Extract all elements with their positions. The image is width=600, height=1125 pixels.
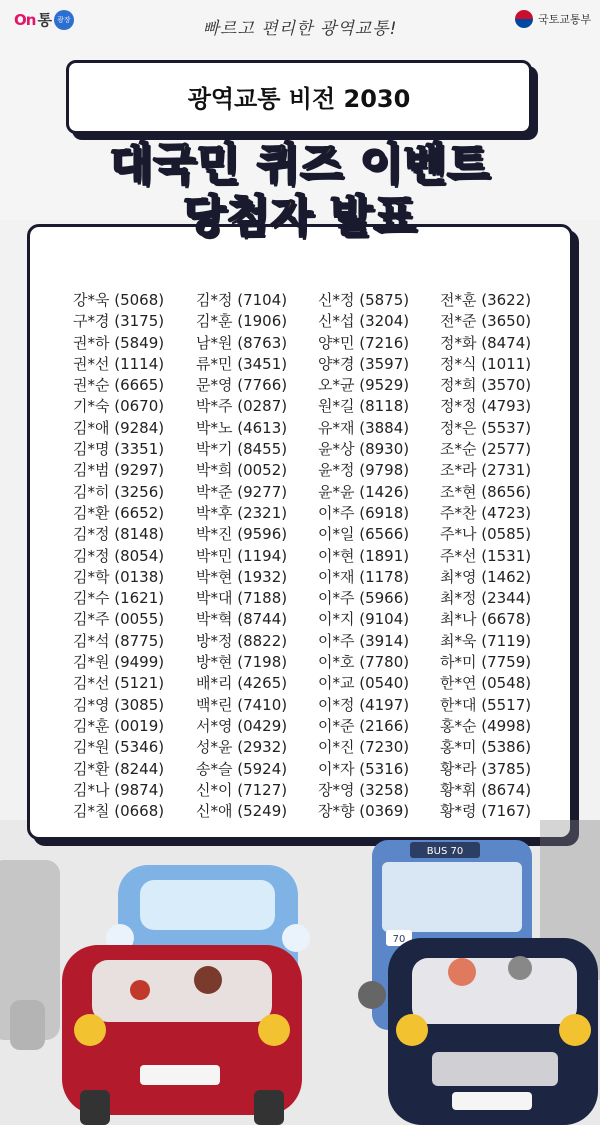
taegeuk-icon (515, 10, 533, 28)
winner-entry: 홍*순 (4998) (440, 716, 532, 735)
winner-entry: 박*기 (8455) (196, 440, 288, 459)
winner-entry: 백*린 (7410) (196, 695, 288, 714)
winner-entry: 박*희 (0052) (196, 461, 288, 480)
red-car (62, 945, 302, 1125)
winner-entry: 양*민 (7216) (318, 333, 410, 352)
winners-column-4 (440, 290, 560, 822)
winner-entry: 황*휘 (8674) (440, 780, 532, 799)
winner-entry: 유*재 (3884) (318, 418, 410, 437)
navy-car (388, 938, 598, 1125)
winner-entry: 홍*미 (5386) (440, 738, 532, 757)
winner-entry: 주*찬 (4723) (440, 503, 532, 522)
winner-entry: 황*령 (7167) (440, 802, 532, 821)
winner-entry: 최*영 (1462) (440, 567, 532, 586)
winner-entry: 이*현 (1891) (318, 546, 410, 565)
winner-entry: 전*훈 (3622) (440, 291, 532, 309)
winner-entry: 배*리 (4265) (196, 674, 288, 693)
winner-entry: 전*준 (3650) (440, 312, 532, 331)
winner-entry: 남*원 (8763) (196, 333, 288, 352)
winner-entry: 김*정 (8054) (73, 546, 165, 565)
winner-entry: 정*화 (8474) (440, 333, 532, 352)
winner-entry: 이*진 (7230) (318, 738, 410, 757)
winner-entry: 조*순 (2577) (440, 440, 532, 459)
winner-entry: 박*주 (0287) (196, 397, 288, 416)
winner-entry: 김*범 (9297) (73, 461, 165, 480)
winner-entry: 김*수 (1621) (73, 589, 165, 608)
bus-number: 70 (392, 934, 406, 945)
winner-entry: 이*재 (1178) (318, 567, 410, 586)
winner-entry: 방*현 (7198) (196, 653, 288, 672)
winner-entry: 정*희 (3570) (440, 376, 532, 395)
headline-line1: 대국민 퀴즈 이벤트 (109, 139, 491, 190)
winner-entry: 이*정 (4197) (318, 695, 410, 714)
winner-entry: 기*숙 (0670) (73, 397, 165, 416)
winner-entry: 방*정 (8822) (196, 631, 288, 650)
winner-entry: 박*준 (9277) (196, 482, 288, 501)
winner-entry: 김*선 (5121) (73, 674, 165, 693)
winner-entry: 장*향 (0369) (318, 802, 410, 821)
winner-entry: 김*정 (7104) (196, 291, 288, 309)
winner-entry: 조*현 (8656) (440, 482, 532, 501)
winner-entry: 김*주 (0055) (73, 610, 165, 629)
page-title: 광역교통 비전 2030 (187, 85, 411, 113)
winner-entry: 최*정 (2344) (440, 589, 532, 608)
winner-entry: 이*호 (7780) (318, 653, 410, 672)
winner-entry: 신*이 (7127) (196, 780, 288, 799)
winner-entry: 신*정 (5875) (318, 291, 410, 309)
winner-entry: 최*욱 (7119) (440, 631, 532, 650)
winner-entry: 박*노 (4613) (196, 418, 288, 437)
logo-on-text: On (14, 10, 36, 29)
winner-entry: 김*칠 (0668) (73, 802, 165, 821)
winner-entry: 이*주 (3914) (318, 631, 410, 650)
winner-entry: 권*선 (1114) (73, 354, 165, 373)
winner-entry: 서*영 (0429) (196, 716, 288, 735)
winners-list-box (27, 224, 573, 840)
winner-entry: 김*원 (9499) (73, 653, 165, 672)
winner-entry: 신*섭 (3204) (318, 312, 410, 331)
winner-entry: 박*혁 (8744) (196, 610, 288, 629)
winner-entry: 김*정 (8148) (73, 525, 165, 544)
winner-entry: 김*원 (5346) (73, 738, 165, 757)
winner-entry: 박*민 (1194) (196, 546, 288, 565)
winner-entry: 김*나 (9874) (73, 780, 165, 799)
winner-entry: 김*명 (3351) (73, 440, 165, 459)
ministry-name: 국토교통부 (538, 13, 592, 26)
winner-entry: 양*경 (3597) (318, 354, 410, 373)
winner-entry: 김*석 (8775) (73, 631, 165, 650)
logo-badge-icon: 광장 (54, 10, 74, 30)
winner-entry: 박*대 (7188) (196, 589, 288, 608)
winner-entry: 정*은 (5537) (440, 418, 532, 437)
winner-entry: 구*경 (3175) (73, 312, 165, 331)
winner-entry: 류*민 (3451) (196, 354, 288, 373)
winner-entry: 주*선 (1531) (440, 546, 532, 565)
winners-column-1 (73, 290, 193, 822)
headline-line2: 당첨자 발표 (183, 191, 417, 242)
winner-entry: 김*학 (0138) (73, 567, 165, 586)
winner-entry: 황*라 (3785) (440, 759, 532, 778)
winner-entry: 윤*정 (9798) (318, 461, 410, 480)
winner-entry: 김*환 (8244) (73, 759, 165, 778)
winner-entry: 윤*상 (8930) (318, 440, 410, 459)
winner-entry: 문*영 (7766) (196, 376, 288, 395)
winner-entry: 김*영 (3085) (73, 695, 165, 714)
ministry-logo (515, 10, 591, 28)
winner-entry: 정*정 (4793) (440, 397, 532, 416)
winner-entry: 김*훈 (1906) (196, 312, 288, 331)
winner-entry: 원*길 (8118) (318, 397, 410, 416)
winner-entry: 성*윤 (2932) (196, 738, 288, 757)
winner-entry: 박*현 (1932) (196, 567, 288, 586)
winner-entry: 주*나 (0585) (440, 525, 532, 544)
winner-entry: 김*히 (3256) (73, 482, 165, 501)
winner-entry: 김*환 (6652) (73, 503, 165, 522)
winner-entry: 이*지 (9104) (318, 610, 410, 629)
winner-entry: 김*애 (9284) (73, 418, 165, 437)
bus-label: BUS 70 (426, 846, 464, 857)
winners-column-2 (196, 290, 316, 822)
winner-entry: 최*나 (6678) (440, 610, 532, 629)
background-car-left (0, 860, 60, 1050)
winner-entry: 조*라 (2731) (440, 461, 532, 480)
winner-entry: 이*주 (5966) (318, 589, 410, 608)
winner-entry: 이*준 (2166) (318, 716, 410, 735)
winner-entry: 권*순 (6665) (73, 376, 165, 395)
winner-entry: 한*대 (5517) (440, 695, 532, 714)
slogan: 빠르고 편리한 광역교통! (202, 19, 398, 39)
winners-column-3 (318, 290, 438, 822)
winner-entry: 이*자 (5316) (318, 759, 410, 778)
winner-entry: 장*영 (3258) (318, 780, 410, 799)
winner-entry: 오*균 (9529) (318, 376, 410, 395)
winner-entry: 한*연 (0548) (440, 674, 532, 693)
winner-entry: 권*하 (5849) (73, 333, 165, 352)
winner-entry: 하*미 (7759) (440, 653, 532, 672)
winner-entry: 윤*윤 (1426) (318, 482, 410, 501)
winner-entry: 강*욱 (5068) (73, 291, 165, 309)
logo-tong-text: 통 (37, 11, 52, 29)
winner-entry: 박*진 (9596) (196, 525, 288, 544)
winner-entry: 박*후 (2321) (196, 503, 288, 522)
winner-entry: 이*교 (0540) (318, 674, 410, 693)
winner-entry: 이*주 (6918) (318, 503, 410, 522)
winner-entry: 정*식 (1011) (440, 354, 532, 373)
winner-entry: 송*슬 (5924) (196, 759, 288, 778)
traffic-illustration (0, 820, 600, 1125)
winner-entry: 신*애 (5249) (196, 802, 288, 821)
winner-entry: 이*일 (6566) (318, 525, 410, 544)
winner-entry: 김*훈 (0019) (73, 716, 165, 735)
title-box (66, 60, 532, 134)
